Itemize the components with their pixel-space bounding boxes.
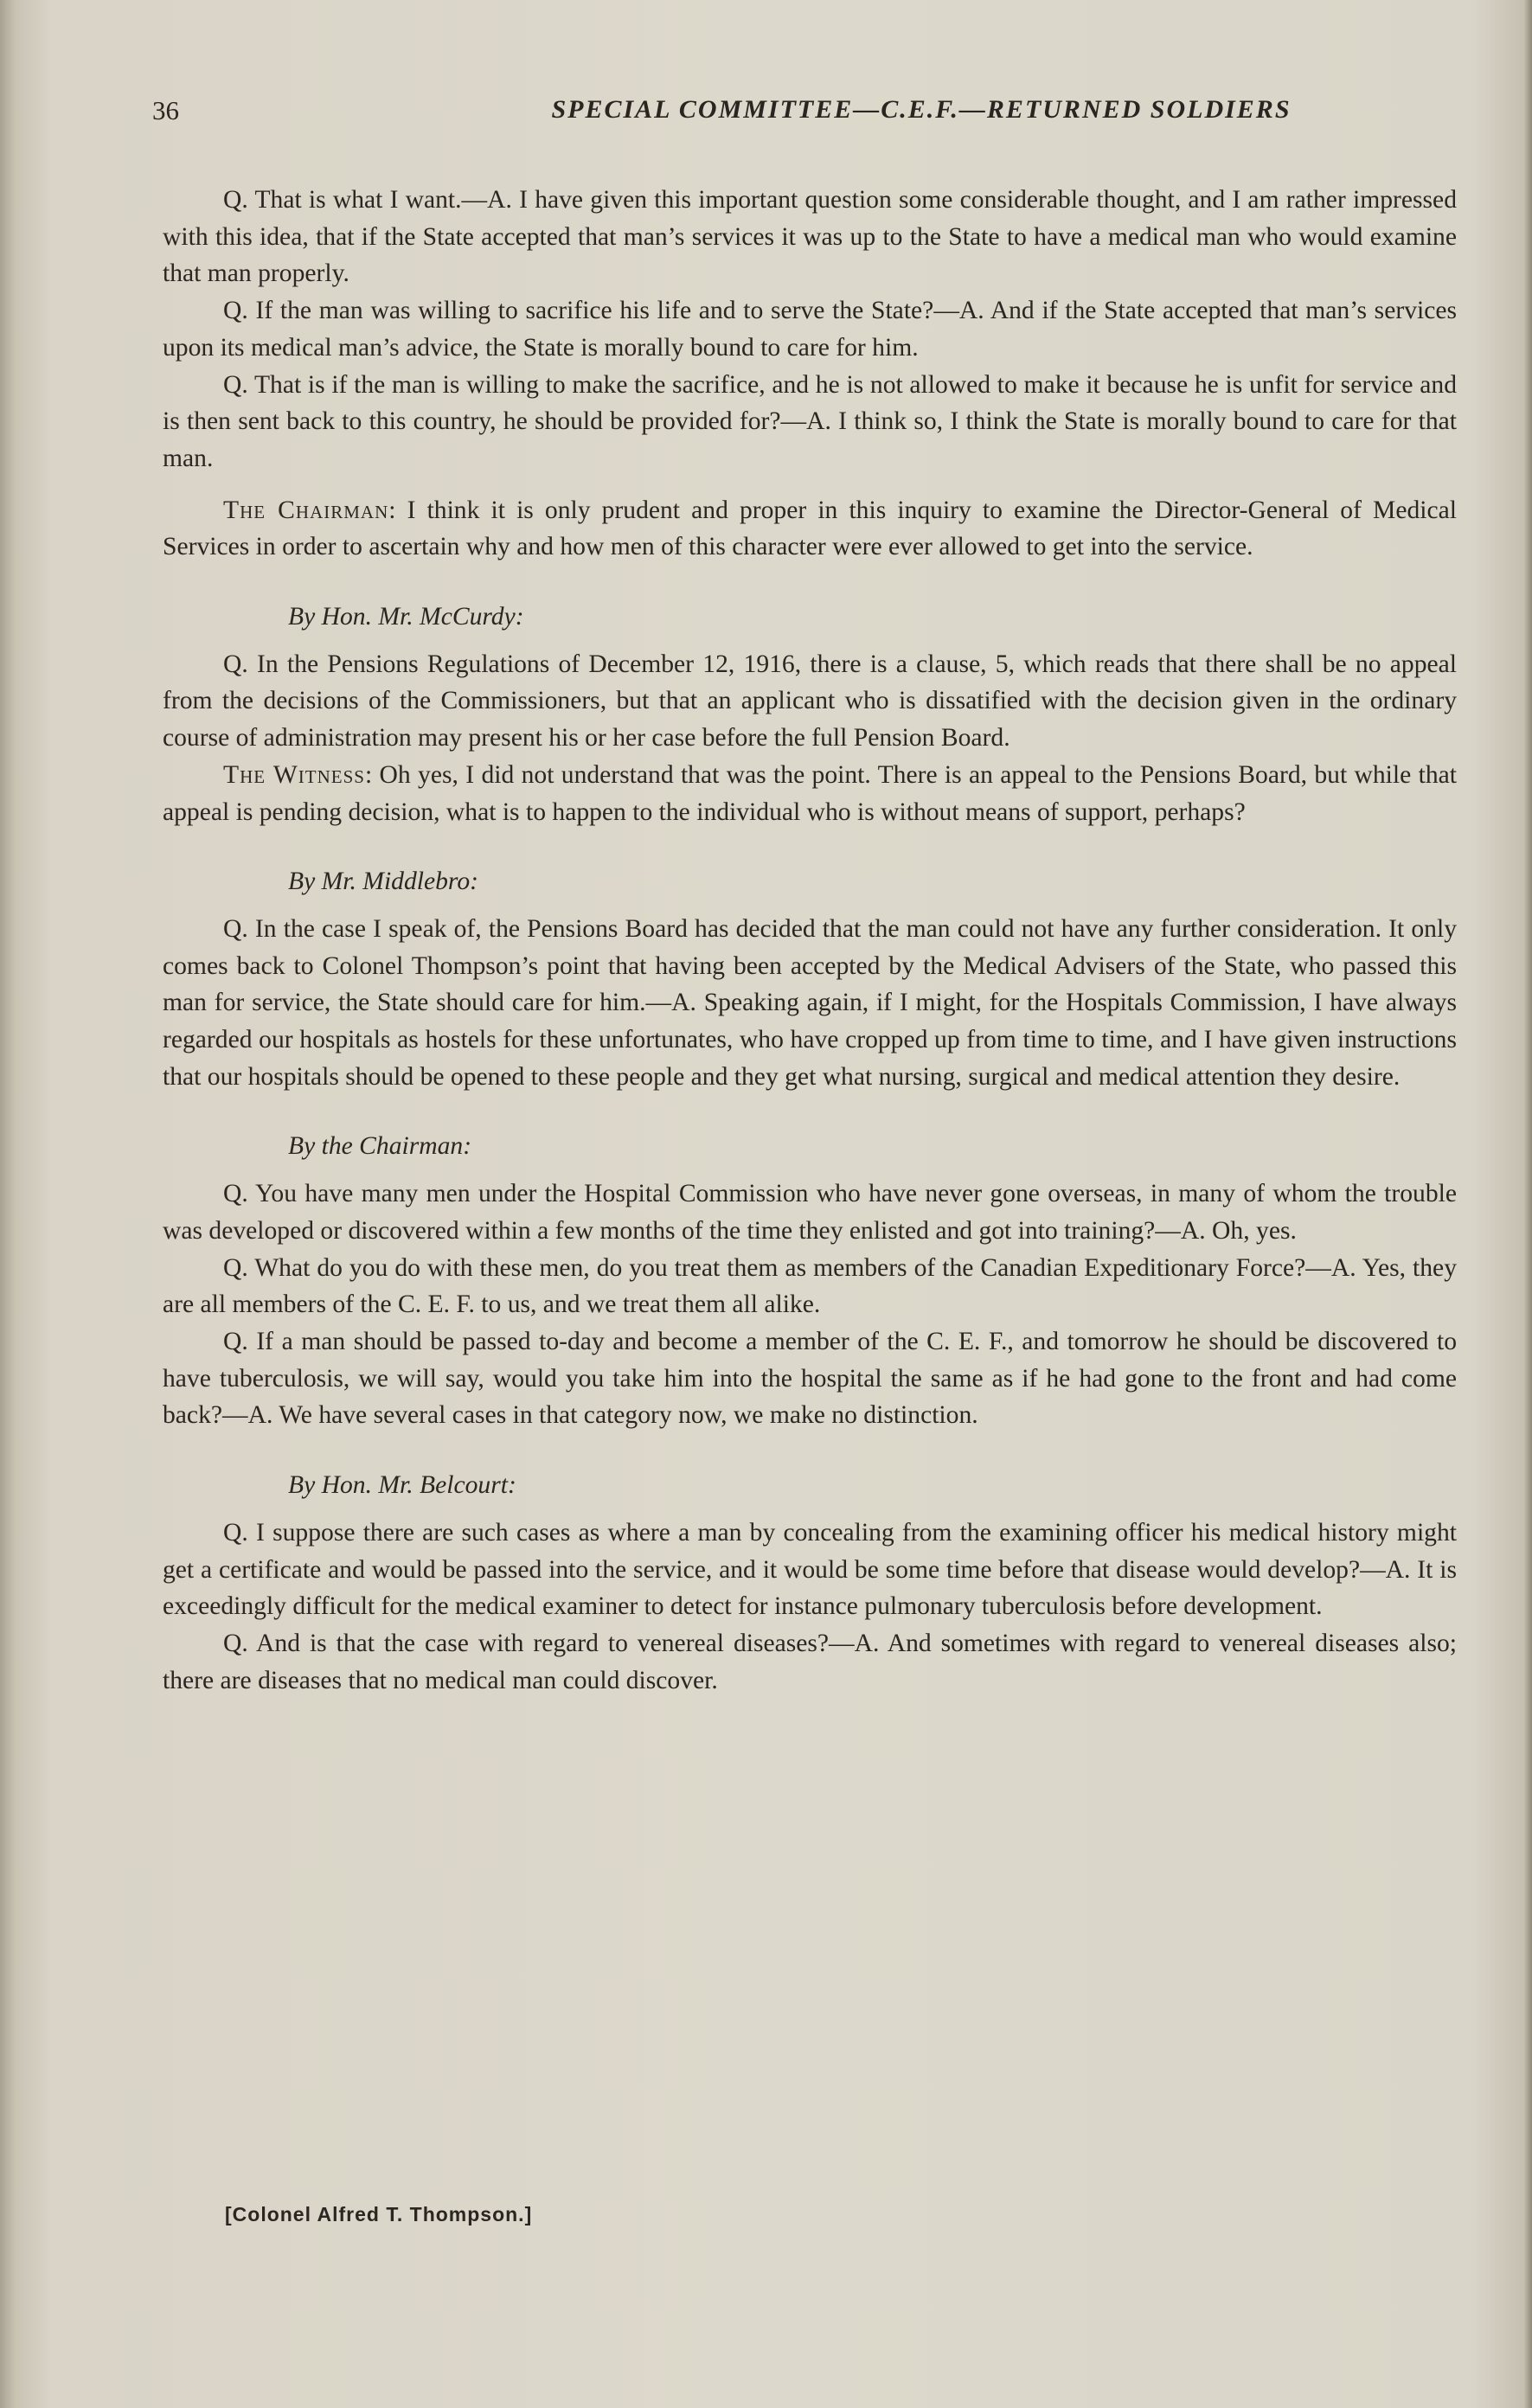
remark-text: : I think it is only prudent and proper in this inquiry to examine the Director-General of Medical Services in order to ascertain why and how men of this character were ever allowed to get into the service. xyxy=(163,496,1458,561)
testimony-body xyxy=(163,182,1457,1699)
paragraph: Q. You have many men under the Hospital Commission who have never gone overseas, in many of whom the trouble was developed or discovered within a few months of the time they enlisted and got into training?—A. Oh, yes. xyxy=(163,1180,1457,1245)
paragraph: Q. In the Pensions Regulations of December 12, 1916, there is a clause, 5, which reads that there shall be no appeal from the decisions of the Commissioners, but that an applicant who is dissatified with the decision given in the ordinary course of administration may present his or her case before the full Pension Board. xyxy=(163,650,1457,752)
examiner-heading: By the Chairman: xyxy=(288,1132,472,1161)
speaker-name: The Witness xyxy=(223,760,365,789)
remark-text: : Oh yes, I did not understand that was the point. There is an appeal to the Pensions Board, but while that appeal is pending decision, what is to happen to the individual who is without means of support, perhaps? xyxy=(163,760,1457,826)
witness-remark xyxy=(163,757,1457,830)
paragraph: Q. That is what I want.—A. I have given this important question some considerable thought, and I am rather impressed with this idea, that if the State accepted that man’s services it was up to the State to have a medical man who would examine that man properly. xyxy=(163,186,1457,288)
paragraph: Q. What do you do with these men, do you treat them as members of the Canadian Expeditionary Force?—A. Yes, they are all members of the C. E. F. to us, and we treat them all alike. xyxy=(163,1253,1457,1319)
paragraph: Q. If the man was willing to sacrifice his life and to serve the State?—A. And if the State accepted that man’s services upon its medical man’s advice, the State is morally bound to care for him. xyxy=(163,297,1457,362)
paragraph: Q. And is that the case with regard to venereal diseases?—A. And sometimes with regard to venereal diseases also; there are diseases that no medical man could discover. xyxy=(163,1629,1457,1694)
page-header xyxy=(149,95,1472,137)
examiner-heading: By Hon. Mr. McCurdy: xyxy=(288,603,524,631)
paragraph: Q. In the case I speak of, the Pensions Board has decided that the man could not have any further consideration. It only comes back to Colonel Thompson’s point that having been accepted by the Medical Advisers of the State, who passed this man for service, the State should care for him.—A. Speaking again, if I might, for the Hospitals Commission, I have always regarded our hospitals as hostels for these unfortunates, who have cropped up from time to time, and I have given instructions that our hospitals should be opened to these people and they get what nursing, surgical and medical attention they desire. xyxy=(163,914,1457,1091)
paragraph: Q. If a man should be passed to-day and become a member of the C. E. F., and tomorrow he should be discovered to have tuberculosis, we will say, would you take him into the hospital the same as if he had gone to the front and had come back?—A. We have several cases in that category now, we make no distinction. xyxy=(163,1327,1457,1430)
paragraph: Q. I suppose there are such cases as where a man by concealing from the examining officer his medical history might get a certificate and would be passed into the service, and it would be some time before that disease would develop?—A. It is exceedingly difficult for the medical examiner to detect for instance pulmonary tuberculosis before development. xyxy=(163,1518,1457,1621)
examiner-heading: By Hon. Mr. Belcourt: xyxy=(288,1471,516,1500)
page-number: 36 xyxy=(152,95,179,125)
paragraph: Q. That is if the man is willing to make the sacrifice, and he is not allowed to make it because he is unfit for service and is then sent back to this country, he should be provided for?—A. I think so, I think the State is morally bound to care for that man. xyxy=(163,370,1457,472)
examiner-heading: By Mr. Middlebro: xyxy=(288,868,478,896)
speaker-name: The Chairman xyxy=(223,496,389,524)
witness-name-footer: [Colonel Alfred T. Thompson.] xyxy=(225,2203,533,2225)
chairman-remark xyxy=(163,492,1457,566)
running-title: SPECIAL COMMITTEE—C.E.F.—RETURNED SOLDIERS xyxy=(551,95,1292,124)
